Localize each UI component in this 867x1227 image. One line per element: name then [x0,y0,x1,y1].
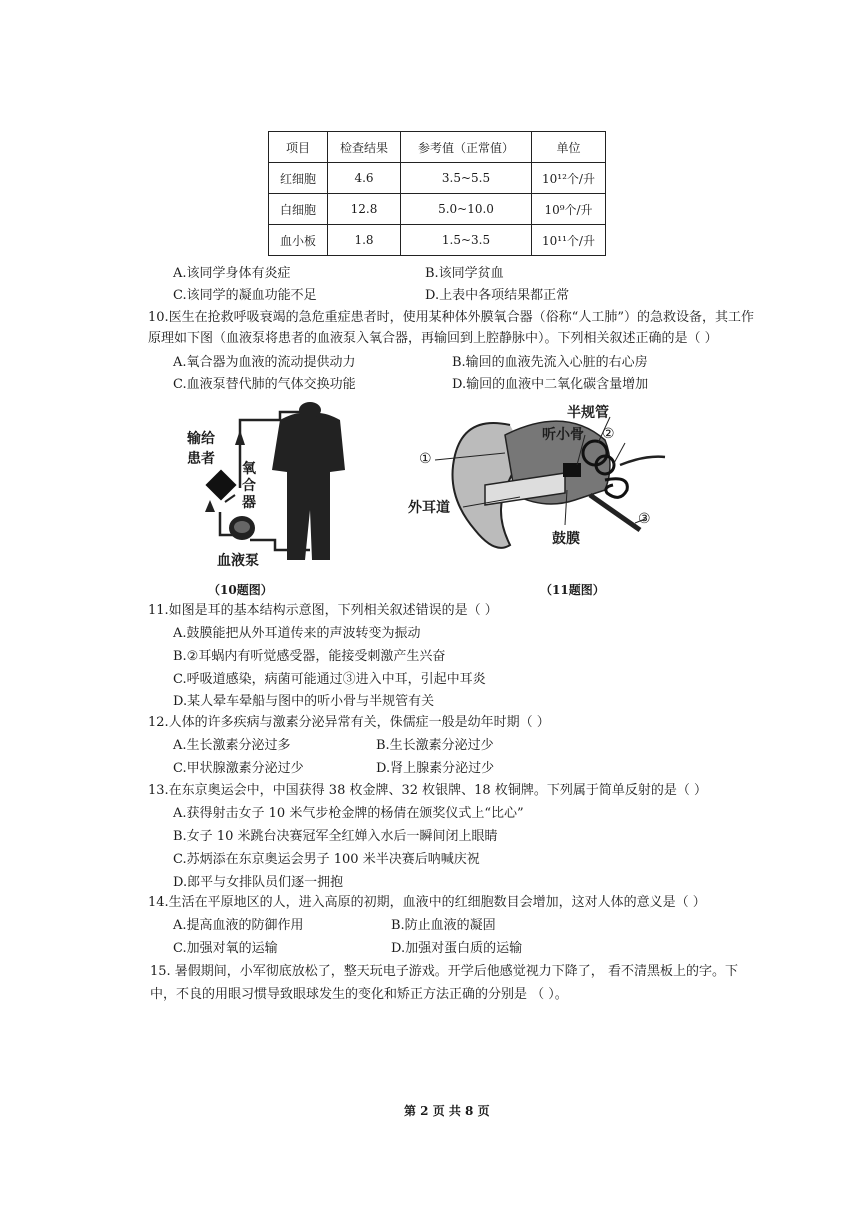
table-cell: 1.8 [328,225,401,256]
q15-stem-line2: 中，不良的用眼习惯导致眼球发生的变化和矫正方法正确的分别是 （ ）。 [150,987,568,1002]
ear-label-ossicles: 听小骨 [542,427,584,443]
q13-option-a: A.获得射击女子 10 米气步枪金牌的杨倩在颁奖仪式上“比心” [173,806,524,821]
table-cell: 4.6 [328,163,401,194]
q10-option-a: A.氧合器为血液的流动提供动力 [173,355,356,370]
q11-stem: 11.如图是耳的基本结构示意图，下列相关叙述错误的是（ ） [148,603,498,618]
table-cell: 白细胞 [269,194,328,225]
q12-option-d: D.肾上腺素分泌过少 [376,761,495,776]
table-header-cell: 项目 [269,132,328,163]
figure-10-caption: （10题图） [208,583,273,597]
q11-option-b: B.②耳蜗内有听觉感受器，能接受刺激产生兴奋 [173,649,446,664]
q12-option-c: C.甲状腺激素分泌过少 [173,761,304,776]
q10-stem-line1: 10.医生在抢救呼吸衰竭的急危重症患者时，使用某种体外膜氧合器（俗称“人工肺”）的急救设备，其工作 [148,310,754,325]
ecmo-label-pump: 血液泵 [217,553,259,569]
q10-option-b: B.输回的血液先流入心脏的右心房 [452,355,648,370]
q9-option-b: B.该同学贫血 [425,266,504,281]
q10-option-c: C.血液泵替代肺的气体交换功能 [173,377,356,392]
q14-option-c: C.加强对氧的运输 [173,941,278,956]
ecmo-label-return-1: 输给 [187,431,215,447]
table-cell: 10¹²个/升 [532,163,606,194]
table-cell: 红细胞 [269,163,328,194]
table-row [269,194,606,225]
table-header-cell: 检查结果 [328,132,401,163]
blood-test-table [268,131,606,256]
q10-option-d: D.输回的血液中二氧化碳含量增加 [452,377,649,392]
table-cell: 血小板 [269,225,328,256]
ear-mark-1: ① [419,451,432,467]
q15-stem-line1: 15. 暑假期间，小军彻底放松了，整天玩电子游戏。开学后他感觉视力下降了， 看不清黑板上的字。下 [150,964,738,979]
page-number: 第 2 页 共 8 页 [404,1104,490,1118]
table-row [269,163,606,194]
q10-stem-line2: 原理如下图（血液泵将患者的血液泵入氧合器，再输回到上腔静脉中）。下列相关叙述正确的是（ ） [148,331,718,346]
table-header-cell: 单位 [532,132,606,163]
q9-option-c: C.该同学的凝血功能不足 [173,288,317,303]
ecmo-figure [180,400,350,575]
q13-option-d: D.郎平与女排队员们逐一拥抱 [173,875,344,890]
table-header-row [269,132,606,163]
q14-option-b: B.防止血液的凝固 [391,918,496,933]
table-cell: 10⁹个/升 [532,194,606,225]
q13-option-c: C.苏炳添在东京奥运会男子 100 米半决赛后呐喊庆祝 [173,852,480,867]
q13-option-b: B.女子 10 米跳台决赛冠军全红婵入水后一瞬间闭上眼睛 [173,829,498,844]
ear-label-semicircular-canals: 半规管 [567,405,609,421]
q9-option-a: A.该同学身体有炎症 [173,266,291,281]
q12-option-a: A.生长激素分泌过多 [173,738,291,753]
ecmo-label-oxygenator-3: 器 [242,495,256,511]
ecmo-label-oxygenator-1: 氧 [242,461,256,477]
q13-stem: 13.在东京奥运会中，中国获得 38 枚金牌、32 枚银牌、18 枚铜牌。下列属于简单反射的是（ ） [148,783,707,798]
q14-option-d: D.加强对蛋白质的运输 [391,941,523,956]
table-header-cell: 参考值（正常值） [401,132,532,163]
ear-label-ear-canal: 外耳道 [408,500,450,516]
table-cell: 3.5~5.5 [401,163,532,194]
ear-mark-3: ③ [638,511,651,527]
q9-option-d: D.上表中各项结果都正常 [425,288,570,303]
q14-stem: 14.生活在平原地区的人，进入高原的初期，血液中的红细胞数目会增加，这对人体的意义是（ ） [148,895,706,910]
ecmo-label-oxygenator-2: 合 [242,478,256,494]
q11-option-d: D.某人晕车晕船与图中的听小骨与半规管有关 [173,694,435,709]
table-row [269,225,606,256]
q12-stem: 12.人体的许多疾病与激素分泌异常有关，侏儒症一般是幼年时期（ ） [148,715,550,730]
ear-mark-2: ② [602,426,615,442]
q11-option-c: C.呼吸道感染，病菌可能通过③进入中耳，引起中耳炎 [173,672,486,687]
q11-option-a: A.鼓膜能把从外耳道传来的声波转变为振动 [173,626,421,641]
ecmo-label-return-2: 患者 [187,451,215,467]
table-cell: 12.8 [328,194,401,225]
ear-label-eardrum: 鼓膜 [552,531,580,547]
figure-11-caption: （11题图） [540,583,605,597]
table-cell: 10¹¹个/升 [532,225,606,256]
q12-option-b: B.生长激素分泌过少 [376,738,494,753]
table-cell: 1.5~3.5 [401,225,532,256]
table-cell: 5.0~10.0 [401,194,532,225]
q14-option-a: A.提高血液的防御作用 [173,918,304,933]
